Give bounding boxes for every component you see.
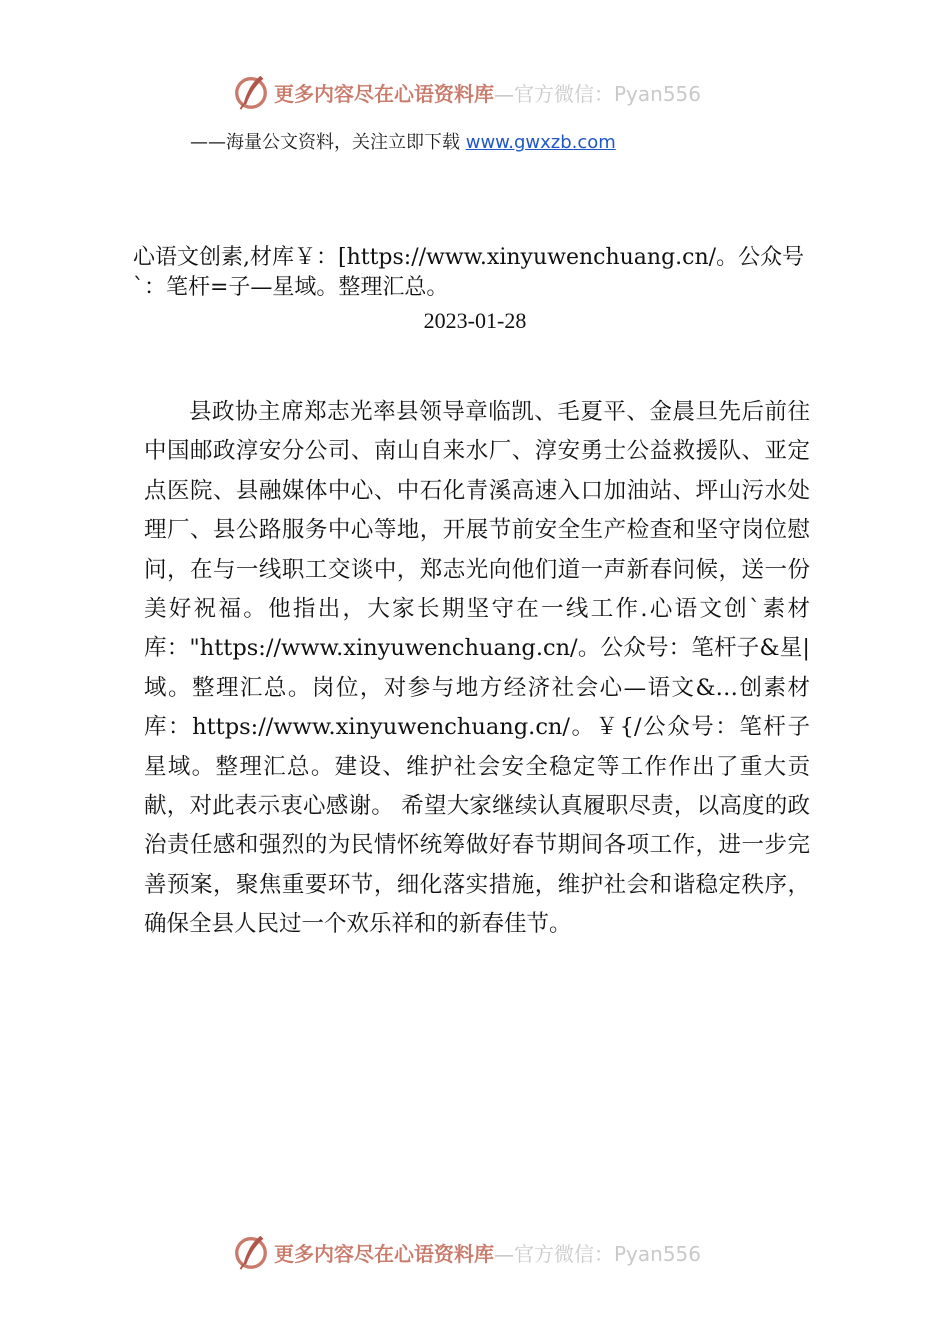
header-banner: [0, 72, 950, 112]
quill-pen-logo-icon: [232, 1233, 270, 1271]
download-subline: [190, 128, 616, 154]
header-banner-separator: —: [494, 81, 514, 106]
header-banner-main: 更多内容尽在心语资料库: [274, 81, 494, 106]
quill-pen-logo-icon: [232, 73, 270, 111]
download-site-link[interactable]: www.gwxzb.com: [465, 132, 616, 153]
source-note: 心语文创素,材库￥：[https://www.xinyuwenchuang.cn/。公众号`：笔杆=子—星域。整理汇总。: [133, 245, 805, 300]
subline-text: ——海量公文资料，关注立即下载: [190, 132, 460, 153]
body-paragraph: 县政协主席郑志光率县领导章临凯、毛夏平、金晨旦先后前往中国邮政淳安分公司、南山自来水厂、淳安勇士公益救援队、亚定点医院、县融媒体中心、中石化青溪高速入口加油站、坪山污水处理厂、县公路服务中心等地，开展节前安全生产检查和坚守岗位慰问，在与一线职工交谈中，郑志光向他们道一声新春问候，送一份美好祝福。他指出，大家长期坚守在一线工作.心语文创`素材库："https://www.xinyuwenchuang.cn/。公众号：笔杆子&星|域。整理汇总。岗位，对参与地方经济社会心—语文&…创素材库：https://www.xinyuwenchuang.cn/。￥{/公众号：笔杆子星域。整理汇总。建设、维护社会安全稳定等工作作出了重大贡献，对此表示衷心感谢。 希望大家继续认真履职尽责，以高度的政治责任感和强烈的为民情怀统筹做好春节期间各项工作，进一步完善预案，聚焦重要环节，细化落实措施，维护社会和谐稳定秩序，确保全县人民过一个欢乐祥和的新春佳节。: [144, 399, 810, 938]
document-date: 2023-01-28: [423, 308, 527, 333]
header-banner-text: [274, 78, 701, 107]
footer-banner-wechat: 官方微信：Pyan556: [514, 1241, 702, 1266]
footer-banner: [0, 1232, 950, 1272]
footer-banner-separator: —: [494, 1241, 514, 1266]
header-banner-wechat: 官方微信：Pyan556: [514, 81, 702, 106]
footer-banner-main: 更多内容尽在心语资料库: [274, 1241, 494, 1266]
footer-banner-text: [274, 1238, 701, 1267]
